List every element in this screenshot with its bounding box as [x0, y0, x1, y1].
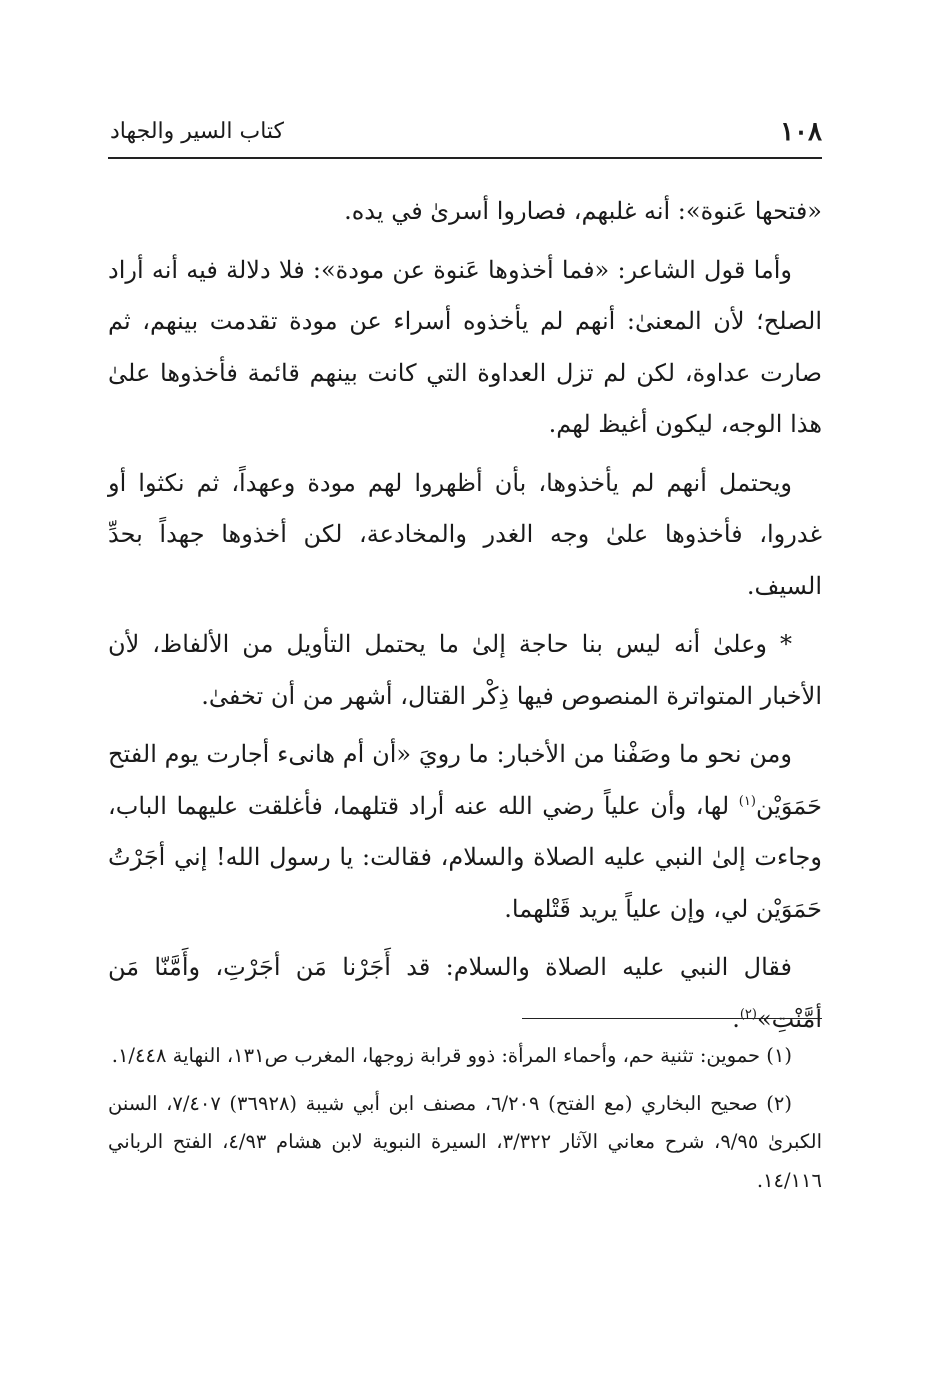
- footnote-2: (٢) صحيح البخاري (مع الفتح) ٦/٢٠٩، مصنف ابن أبي شيبة (٣٦٩٢٨) ٧/٤٠٧، السنن الكبرىٰ ٩/٩٥، شرح معاني الآثار ٣/٣٢٢، السيرة النبوية لابن هشام ٤/٩٣، الفتح الرباني ١٤/١١٦.: [108, 1091, 822, 1192]
- paragraph-5-part-1: ومن نحو ما وصَفْنا من الأخبار: ما رويَ «أن أم هانىء أجارت يوم الفتح حَمَوَيْن: [108, 740, 822, 820]
- footnote-divider: [522, 1018, 822, 1019]
- paragraph-4: * وعلىٰ أنه ليس بنا حاجة إلىٰ ما يحتمل التأويل من الألفاظ، لأن الأخبار المتواترة المنصوص فيها ذِكْر القتال، أشهر من أن تخفىٰ.: [108, 630, 822, 710]
- paragraph-5: [108, 729, 822, 935]
- paragraph-2: وأما قول الشاعر: «فما أخذوها عَنوة عن مودة»: فلا دلالة فيه أنه أراد الصلح؛ لأن المعنىٰ: أنهم لم يأخذوه أسراء عن مودة تقدمت بينهم، ثم صارت عداوة، لكن لم تزل العداوة التي كانت بينهم قائمة فأخذوها علىٰ هذا الوجه، ليكون أغيظ لهم.: [108, 255, 822, 438]
- book-page: [108, 0, 822, 1377]
- paragraph-6: [108, 942, 822, 1045]
- footnotes: [108, 1037, 822, 1209]
- footnote-1: (١) حموين: تثنية حم، وأحماء المرأة: ذوو قرابة زوجها، المغرب ص١٣١، النهاية ١/٤٤٨.: [111, 1044, 792, 1067]
- running-title: كتاب السير والجهاد: [110, 119, 285, 144]
- page-header: [108, 112, 822, 152]
- main-text: [108, 186, 822, 1052]
- paragraph-6-end: .: [732, 1004, 740, 1033]
- paragraph-3: ويحتمل أنهم لم يأخذوها، بأن أظهروا لهم مودة وعهداً، ثم نكثوا أو غدروا، فأخذوها علىٰ وجه الغدر والمخادعة، لكن أخذوها جهداً بحدِّ السيف.: [108, 468, 822, 600]
- paragraph-6-text: فقال النبي عليه الصلاة والسلام: قد أَجَرْنا مَن أجَرْتِ، وأَمَّنّا مَن أمَّنْتِ»: [108, 953, 822, 1033]
- footnote-ref-2[interactable]: (٢): [739, 1006, 757, 1022]
- page-number: ١٠٨: [780, 117, 822, 147]
- paragraph-1: «فتحها عَنوة»: أنه غلبهم، فصاروا أسرىٰ في يده.: [344, 197, 822, 225]
- header-divider: [108, 157, 822, 159]
- footnote-ref-1[interactable]: (١): [738, 793, 756, 809]
- paragraph-5-part-2: لها، وأن علياً رضي الله عنه أراد قتلهما، فأغلقت عليهما الباب، وجاءت إلىٰ النبي عليه الصلاة والسلام، فقالت: يا رسول الله! إني أجَرْتُ حَمَوَيْن لي، وإن علياً يريد قَتْلهما.: [108, 791, 822, 923]
